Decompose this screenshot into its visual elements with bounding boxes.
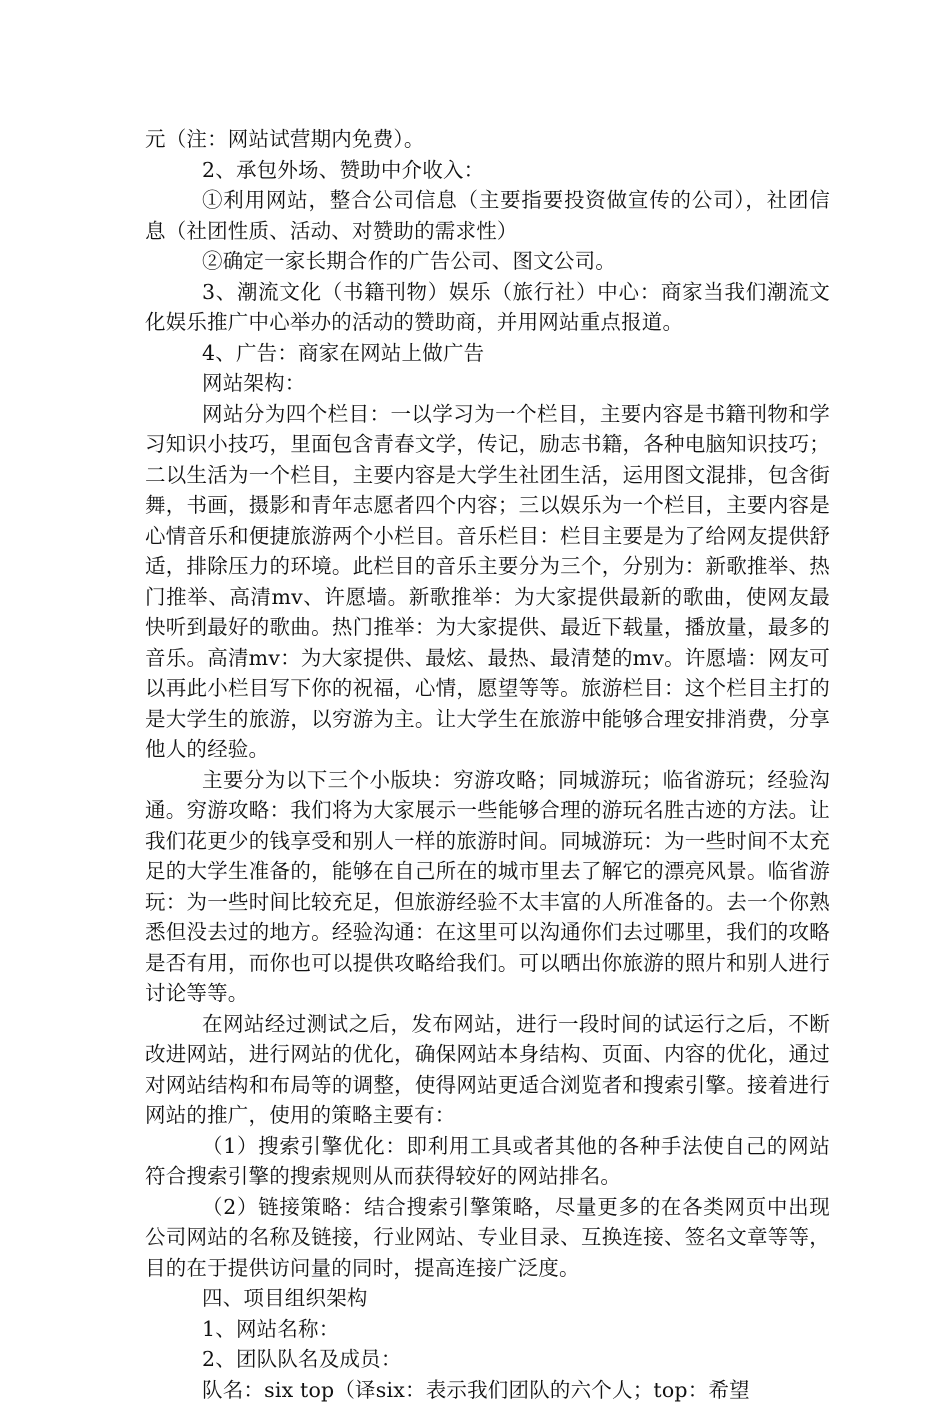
paragraph-11: （1）搜索引擎优化：即利用工具或者其他的各种手法使自己的网站符合搜索引擎的搜索规则从而获得较好的网站排名。	[145, 1131, 830, 1192]
paragraph-7: 网站架构：	[145, 368, 830, 399]
document-body	[145, 124, 830, 1405]
paragraph-10: 在网站经过测试之后，发布网站，进行一段时间的试运行之后，不断改进网站，进行网站的优化，确保网站本身结构、页面、内容的优化，通过对网站结构和布局等的调整，使得网站更适合浏览者和搜索引擎。接着进行网站的推广，使用的策略主要有：	[145, 1009, 830, 1131]
paragraph-16: 队名：six top（译six：表示我们团队的六个人；top：希望	[145, 1375, 830, 1405]
paragraph-3: ①利用网站，整合公司信息（主要指要投资做宣传的公司），社团信息（社团性质、活动、对赞助的需求性）	[145, 185, 830, 246]
paragraph-15: 2、团队队名及成员：	[145, 1344, 830, 1375]
paragraph-6: 4、广告：商家在网站上做广告	[145, 338, 830, 369]
paragraph-2: 2、承包外场、赞助中介收入：	[145, 155, 830, 186]
paragraph-12: （2）链接策略：结合搜索引擎策略，尽量更多的在各类网页中出现公司网站的名称及链接，行业网站、专业目录、互换连接、签名文章等等，目的在于提供访问量的同时，提高连接广泛度。	[145, 1192, 830, 1284]
paragraph-4: ②确定一家长期合作的广告公司、图文公司。	[145, 246, 830, 277]
paragraph-8: 网站分为四个栏目：一以学习为一个栏目，主要内容是书籍刊物和学习知识小技巧，里面包含青春文学，传记，励志书籍，各种电脑知识技巧；二以生活为一个栏目，主要内容是大学生社团生活，运用图文混排，包含街舞，书画，摄影和青年志愿者四个内容；三以娱乐为一个栏目，主要内容是心情音乐和便捷旅游两个小栏目。音乐栏目：栏目主要是为了给网友提供舒适，排除压力的环境。此栏目的音乐主要分为三个，分别为：新歌推举、热门推举、高清mv、许愿墙。新歌推举：为大家提供最新的歌曲，使网友最快听到最好的歌曲。热门推举：为大家提供、最近下载量，播放量，最多的音乐。高清mv：为大家提供、最炫、最热、最清楚的mv。许愿墙：网友可以再此小栏目写下你的祝福，心情，愿望等等。旅游栏目：这个栏目主打的是大学生的旅游，以穷游为主。让大学生在旅游中能够合理安排消费，分享他人的经验。	[145, 399, 830, 765]
paragraph-5: 3、潮流文化（书籍刊物）娱乐（旅行社）中心：商家当我们潮流文化娱乐推广中心举办的活动的赞助商，并用网站重点报道。	[145, 277, 830, 338]
paragraph-13: 四、项目组织架构	[145, 1283, 830, 1314]
paragraph-9: 主要分为以下三个小版块：穷游攻略；同城游玩；临省游玩；经验沟通。穷游攻略：我们将为大家展示一些能够合理的游玩名胜古迹的方法。让我们花更少的钱享受和别人一样的旅游时间。同城游玩：为一些时间不太充足的大学生准备的，能够在自己所在的城市里去了解它的漂亮风景。临省游玩：为一些时间比较充足，但旅游经验不太丰富的人所准备的。去一个你熟悉但没去过的地方。经验沟通：在这里可以沟通你们去过哪里，我们的攻略是否有用，而你也可以提供攻略给我们。可以晒出你旅游的照片和别人进行讨论等等。	[145, 765, 830, 1009]
paragraph-1: 元（注：网站试营期内免费）。	[145, 124, 830, 155]
paragraph-14: 1、网站名称：	[145, 1314, 830, 1345]
